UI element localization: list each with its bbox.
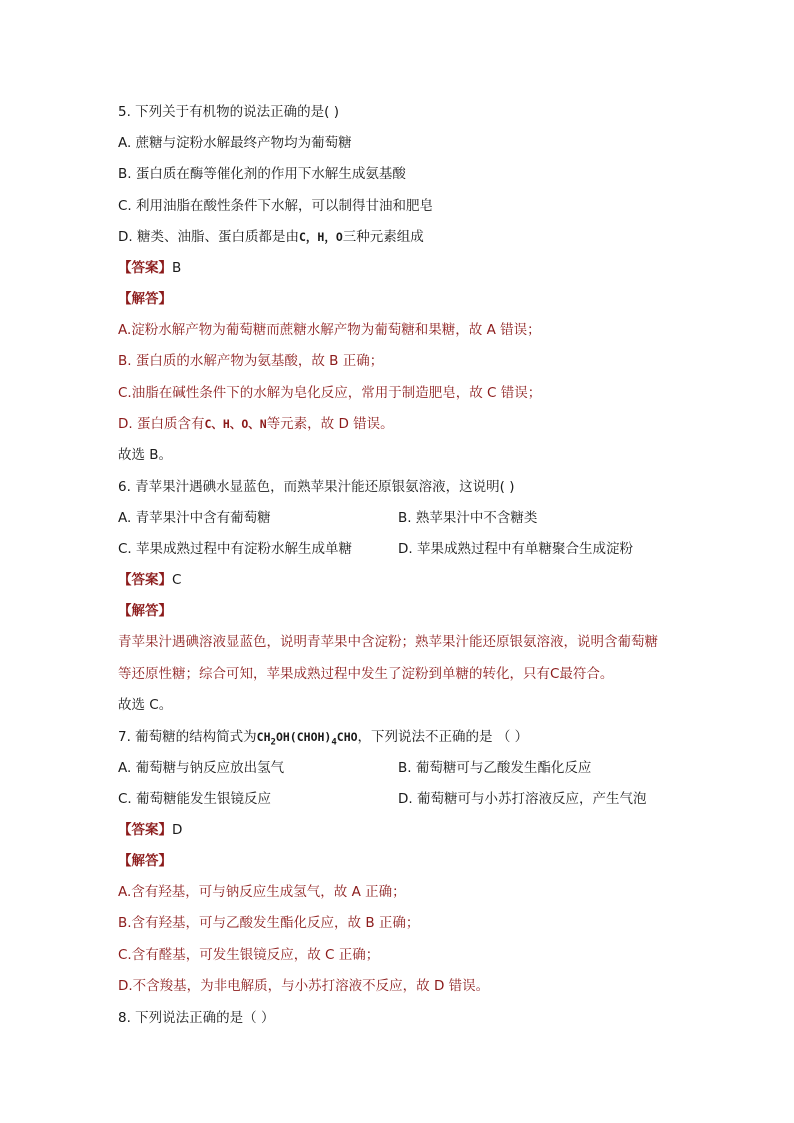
answer-value: B bbox=[172, 260, 182, 276]
answer-value: D bbox=[172, 822, 183, 838]
q6-option-d: D. 苹果成熟过程中有单糖聚合生成淀粉 bbox=[398, 541, 633, 557]
answer-tag: 【答案】 bbox=[118, 572, 172, 588]
q6-option-c: C. 苹果成熟过程中有淀粉水解生成单糖 bbox=[118, 541, 353, 557]
q7-analysis-b: B.含有羟基，可与乙酸发生酯化反应，故 B 正确； bbox=[118, 915, 420, 931]
q7-stem-text-end: ，下列说法不正确的是 （ ） bbox=[357, 729, 529, 745]
q6-analysis-tag: 【解答】 bbox=[118, 603, 172, 619]
q7-analysis-d: D.不含羧基，为非电解质，与小苏打溶液不反应，故 D 错误。 bbox=[118, 978, 490, 994]
answer-value: C bbox=[172, 572, 182, 588]
q5-analysis-a: A.淀粉水解产物为葡萄糖而蔗糖水解产物为葡萄糖和果糖，故 A 错误； bbox=[118, 322, 541, 338]
q7-analysis-tag: 【解答】 bbox=[118, 853, 172, 869]
q7-option-c: C. 葡萄糖能发生银镜反应 bbox=[118, 791, 272, 807]
q5-option-d-text-end: 三种元素组成 bbox=[342, 229, 424, 245]
q7-option-a: A. 葡萄糖与钠反应放出氢气 bbox=[118, 760, 285, 776]
q7-answer bbox=[118, 821, 182, 839]
q5-option-b: B. 蛋白质在酶等催化剂的作用下水解生成氨基酸 bbox=[118, 166, 406, 182]
answer-tag: 【答案】 bbox=[118, 260, 172, 276]
q5-answer bbox=[118, 259, 181, 277]
q5-analysis-d bbox=[118, 415, 394, 433]
q5-analysis-c: C.油脂在碱性条件下的水解为皂化反应，常用于制造肥皂，故 C 错误； bbox=[118, 385, 542, 401]
q5-conclusion: 故选 B。 bbox=[118, 447, 173, 463]
q6-conclusion: 故选 C。 bbox=[118, 697, 173, 713]
glucose-formula: $CH_2OH(CHOH)_4CHO$ bbox=[256, 730, 358, 748]
q6-analysis-line-1: 青苹果汁遇碘溶液显蓝色，说明青苹果中含淀粉；熟苹果汁能还原银氨溶液，说明含葡萄糖 bbox=[118, 634, 658, 650]
q5-option-d-elements: C，H，O bbox=[298, 230, 343, 244]
q5-analysis-d-text: D. 蛋白质含有 bbox=[118, 416, 205, 432]
q6-answer bbox=[118, 571, 181, 589]
q5-analysis-d-text-end: 等元素，故 D 错误。 bbox=[266, 416, 394, 432]
q5-analysis-tag: 【解答】 bbox=[118, 291, 172, 307]
q6-analysis-line-2: 等还原性糖；综合可知，苹果成熟过程中发生了淀粉到单糖的转化，只有C最符合。 bbox=[118, 666, 614, 682]
q6-option-a: A. 青苹果汁中含有葡萄糖 bbox=[118, 510, 271, 526]
q7-analysis-a: A.含有羟基，可与钠反应生成氢气，故 A 正确； bbox=[118, 884, 406, 900]
q5-option-d bbox=[118, 228, 424, 246]
q6-stem: 6. 青苹果汁遇碘水显蓝色，而熟苹果汁能还原银氨溶液，这说明( ) bbox=[118, 479, 515, 495]
q8-stem: 8. 下列说法正确的是（ ） bbox=[118, 1010, 275, 1026]
q5-option-d-text: D. 糖类、油脂、蛋白质都是由 bbox=[118, 229, 299, 245]
q5-stem: 5. 下列关于有机物的说法正确的是( ) bbox=[118, 104, 339, 120]
q5-option-c: C. 利用油脂在酸性条件下水解，可以制得甘油和肥皂 bbox=[118, 198, 434, 214]
q5-analysis-b: B. 蛋白质的水解产物为氨基酸，故 B 正确； bbox=[118, 353, 384, 369]
q5-analysis-d-elements: C、H、O、N bbox=[204, 417, 267, 431]
q7-analysis-c: C.含有醛基，可发生银镜反应，故 C 正确； bbox=[118, 947, 380, 963]
q7-option-b: B. 葡萄糖可与乙酸发生酯化反应 bbox=[398, 760, 592, 776]
q6-option-b: B. 熟苹果汁中不含糖类 bbox=[398, 510, 538, 526]
q7-stem-text: 7. 葡萄糖的结构简式为 bbox=[118, 729, 257, 745]
q7-option-d: D. 葡萄糖可与小苏打溶液反应，产生气泡 bbox=[398, 791, 647, 807]
answer-tag: 【答案】 bbox=[118, 822, 172, 838]
q7-stem bbox=[118, 728, 528, 751]
q5-option-a: A. 蔗糖与淀粉水解最终产物均为葡萄糖 bbox=[118, 135, 352, 151]
